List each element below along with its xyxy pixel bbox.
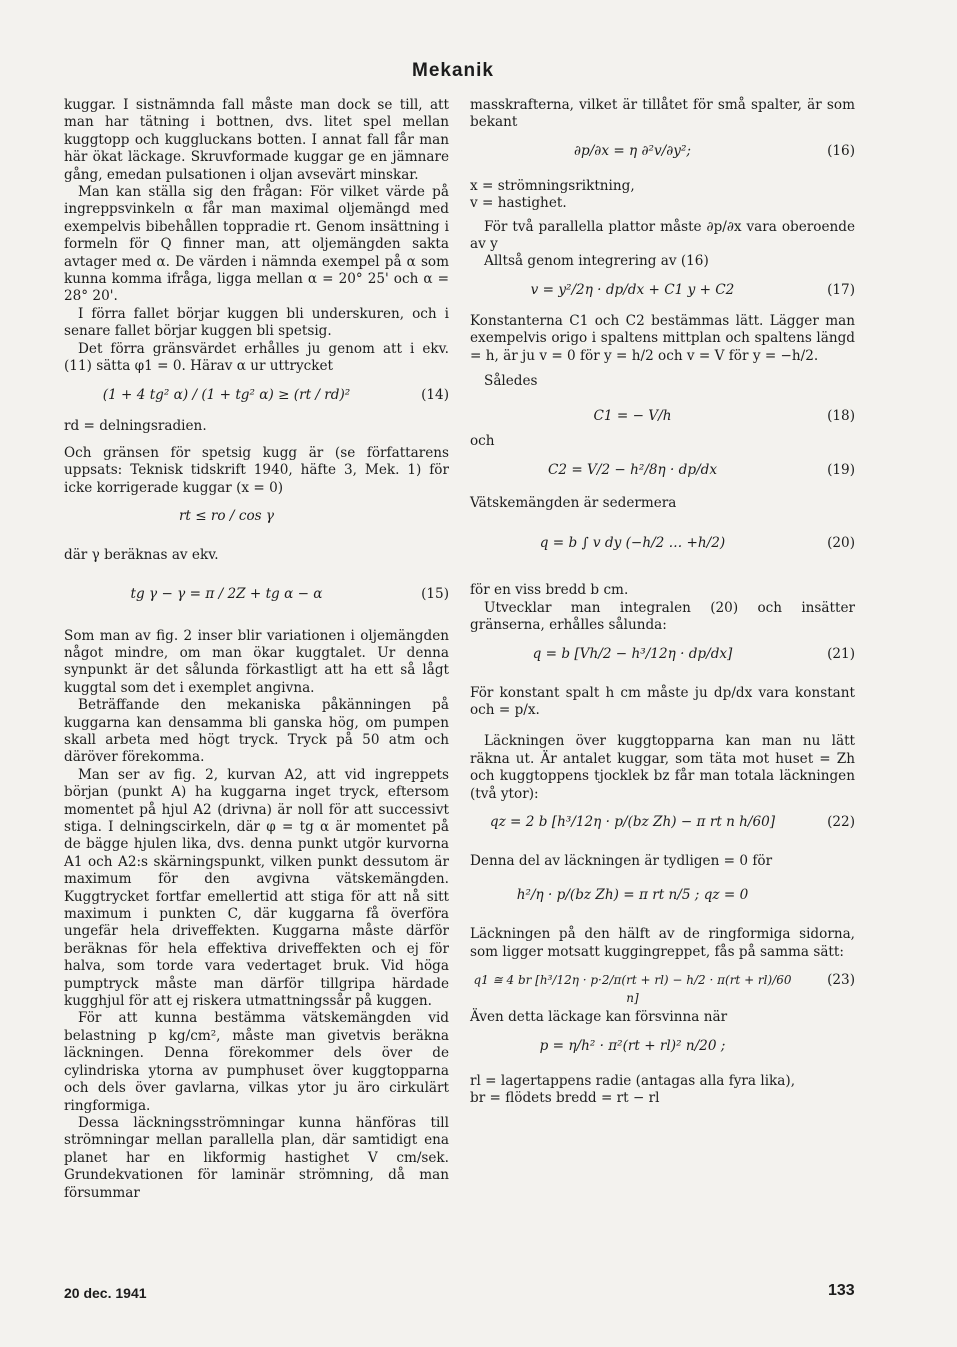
equation-body: C1 = − V/h [593, 408, 672, 425]
definition: v = hastighet. [470, 195, 567, 212]
paragraph: Och gränsen för spetsig kugg är (se författarens uppsats: Teknisk tidskrift 1940, häfte 3, Mek. 1) för icke korrigerade kuggar (x = 0) [64, 444, 449, 496]
equation-body: v = y²/2η · dp/dx + C1 y + C2 [530, 281, 735, 298]
paragraph: För konstant spalt h cm måste ju dp/dx vara konstant och = p/x. [470, 684, 855, 718]
equation-22 [470, 806, 855, 850]
paragraph: Det förra gränsvärdet erhålles ju genom att i ekv. (11) sätta φ1 = 0. Härav α ur uttrycket [64, 340, 449, 375]
equation-number: (17) [827, 281, 855, 298]
paragraph: För att kunna bestämma vätskemängden vid belastning p kg/cm², måste man givetvis beräkna läckningen. Denna förekommer dels över de cylindriska ytorna av pumphuset över kuggtopparna och dels över gavlarna, vilkas ytor ju äro cirkulärt ringformiga. [64, 1010, 449, 1114]
equation-14 [64, 379, 449, 415]
equation-body: C2 = V/2 − h²/8η · dp/dx [547, 461, 718, 478]
equation-number: (18) [827, 408, 855, 425]
paragraph: Läckningen över kuggtopparna kan man nu lätt räkna ut. Är antalet kuggar, som täta mot huset = Zh och kuggtoppens tjocklek bz får man totala läckningen (två ytor): [470, 733, 855, 802]
equation-number: (20) [827, 535, 855, 552]
paragraph: Konstanterna C1 och C2 bestämmas lätt. Lägger man exempelvis origo i spaltens mittplan och spaltens längd = h, är ju v = 0 för y = h/2 och v = V för y = −h/2. [470, 312, 855, 364]
equation-16 [470, 135, 855, 175]
definition: rd = delningsradien. [64, 417, 207, 434]
equation-number: (16) [827, 142, 855, 159]
equation-rt [64, 500, 449, 544]
paragraph: för en viss bredd b cm. [470, 582, 629, 599]
equation-17 [470, 274, 855, 310]
equation-22b [470, 873, 855, 923]
equation-23 [470, 964, 855, 1006]
left-column [64, 97, 449, 1202]
right-column [470, 97, 855, 1107]
equation-body: qz = 2 b [h³/12η · p/(bz Zh) − π rt n h/60] [489, 813, 776, 830]
definition: br = flödets bredd = rt − rl [470, 1089, 660, 1106]
equation-number: (22) [827, 813, 855, 830]
paragraph: Dessa läckningsströmningar kunna hänföras till strömningar mellan parallella plan, där samtidigt ena planet har en likformig hastighet V cm/sek. Grundekvationen för laminär strömning, då man försummar [64, 1114, 449, 1201]
equation-number: (19) [827, 461, 855, 478]
paragraph: kuggar. I sistnämnda fall måste man dock se till, att man har tätning i bottnen, dvs. litet spel mellan kuggtopp och kuggluckans botten. I annat fall får man här ökat läckage. Skruvformade kuggar ge en jämnare gång, emedan pulsationen i oljan avsevärt minskar. [64, 97, 449, 183]
paragraph: Denna del av läckningen är tydligen = 0 för [470, 852, 773, 869]
equation-19 [470, 454, 855, 492]
equation-body: tg γ − γ = π / 2Z + tg α − α [130, 585, 323, 602]
paragraph: Man kan ställa sig den frågan: För vilket värde på ingreppsvinkeln α får man maximal oljemängd med exempelvis bibehållen toppradie rt. Genom insättning i formeln för Q finner man, att oljemängden sakta avtager med α. De värden i nämnda exempel på α som kunna komma ifråga, ligga mellan α = 20° 25' och α = 28° 20'. [64, 184, 449, 305]
equation-body: rt ≤ ro / cos γ [178, 508, 275, 525]
paragraph: Beträffande den mekaniska påkänningen på kuggarna kan densamma bli ganska hög, om pumpen skall arbeta med högt tryck. Tryck på 50 atm och däröver förekomma. [64, 697, 449, 766]
paragraph: Man ser av fig. 2, kurvan A2, att vid ingreppets början (punkt A) ha kuggarna inget tryck, eftersom momentet på hjul A2 (drivna) är noll för att successivt stiga. I delningscirkeln, där φ = tg α är momentet på de bägge hjulen lika, dvs. denna punkt utgör kurvorna A1 och A2:s skärningspunkt, vilken punkt dessutom är maximum för den avgivna vätskemängden. Kuggtrycket fortfar emellertid att stiga för att nå sitt maximum i punkten C, där kuggarna få överföra ungefär hela driveffekten. Kuggarna måste därför beräknas för hela effektiva driveffekten och ej för halva, som torde vara vedertaget bruk. Vid höga pumptryck måste man därför tillgripa härdade kugghjul för att ej riskera utmattningssår på kuggen. [64, 766, 449, 1010]
section-header: Mekanik [412, 60, 494, 81]
equation-body: (1 + 4 tg² α) / (1 + tg² α) ≥ (rt / rd)² [102, 386, 351, 403]
paragraph: masskrafterna, vilket är tillåtet för små spalter, är som bekant [470, 97, 855, 131]
equation-body: q = b ∫ v dy (−h/2 … +h/2) [539, 535, 726, 552]
equation-20 [470, 515, 855, 579]
paragraph: Vätskemängden är sedermera [470, 494, 677, 511]
equation-18 [470, 400, 855, 430]
paragraph: Läckningen på den hälft av de ringformiga sidorna, som ligger motsatt kuggingreppet, fås på samma sätt: [470, 926, 855, 960]
paragraph: För två parallella plattor måste ∂p/∂x vara oberoende av y [470, 218, 855, 253]
paragraph: I förra fallet börjar kuggen bli underskuren, och i senare fallet börjar kuggen bli spetsig. [64, 305, 449, 340]
equation-body: q = b [Vh/2 − h³/12η · dp/dx] [532, 645, 733, 662]
paragraph: Även detta läckage kan försvinna när [470, 1009, 728, 1026]
equation-number: (14) [421, 386, 449, 403]
page-number: 133 [828, 1282, 855, 1299]
equation-21 [470, 638, 855, 682]
equation-24 [470, 1030, 855, 1070]
equation-body: q1 ≅ 4 br [h³/12η · p·2/π(rt + rl) − h/2 · π(rt + rl)/60 n] [473, 973, 792, 1005]
equation-number: (21) [827, 645, 855, 662]
equation-number: (15) [421, 585, 449, 602]
paragraph: Utvecklar man integralen (20) och insätter gränserna, erhålles sålunda: [470, 599, 855, 634]
equation-body: ∂p/∂x = η ∂²v/∂y²; [574, 142, 691, 159]
paragraph: Alltså genom integrering av (16) [484, 253, 709, 270]
paragraph: Som man av fig. 2 inser blir variationen i oljemängden något mindre, om man ökar kuggtalet. Ur denna synpunkt är det sålunda förkastligt att ha ett så lågt kuggtal som det i exemplet angivna. [64, 627, 449, 696]
equation-15 [64, 568, 449, 620]
paragraph: där γ beräknas av ekv. [64, 547, 219, 564]
footer-date: 20 dec. 1941 [64, 1285, 147, 1301]
equation-body: p = η/h² · π²(rt + rl)² n/20 ; [539, 1037, 726, 1054]
equation-body: h²/η · p/(bz Zh) = π rt n/5 ; qz = 0 [516, 887, 749, 904]
definition: x = strömningsriktning, [470, 177, 635, 194]
paragraph: Således [484, 373, 538, 390]
conjunction: och [470, 433, 495, 450]
equation-number: (23) [827, 972, 855, 989]
definition: rl = lagertappens radie (antagas alla fyra lika), [470, 1072, 796, 1089]
